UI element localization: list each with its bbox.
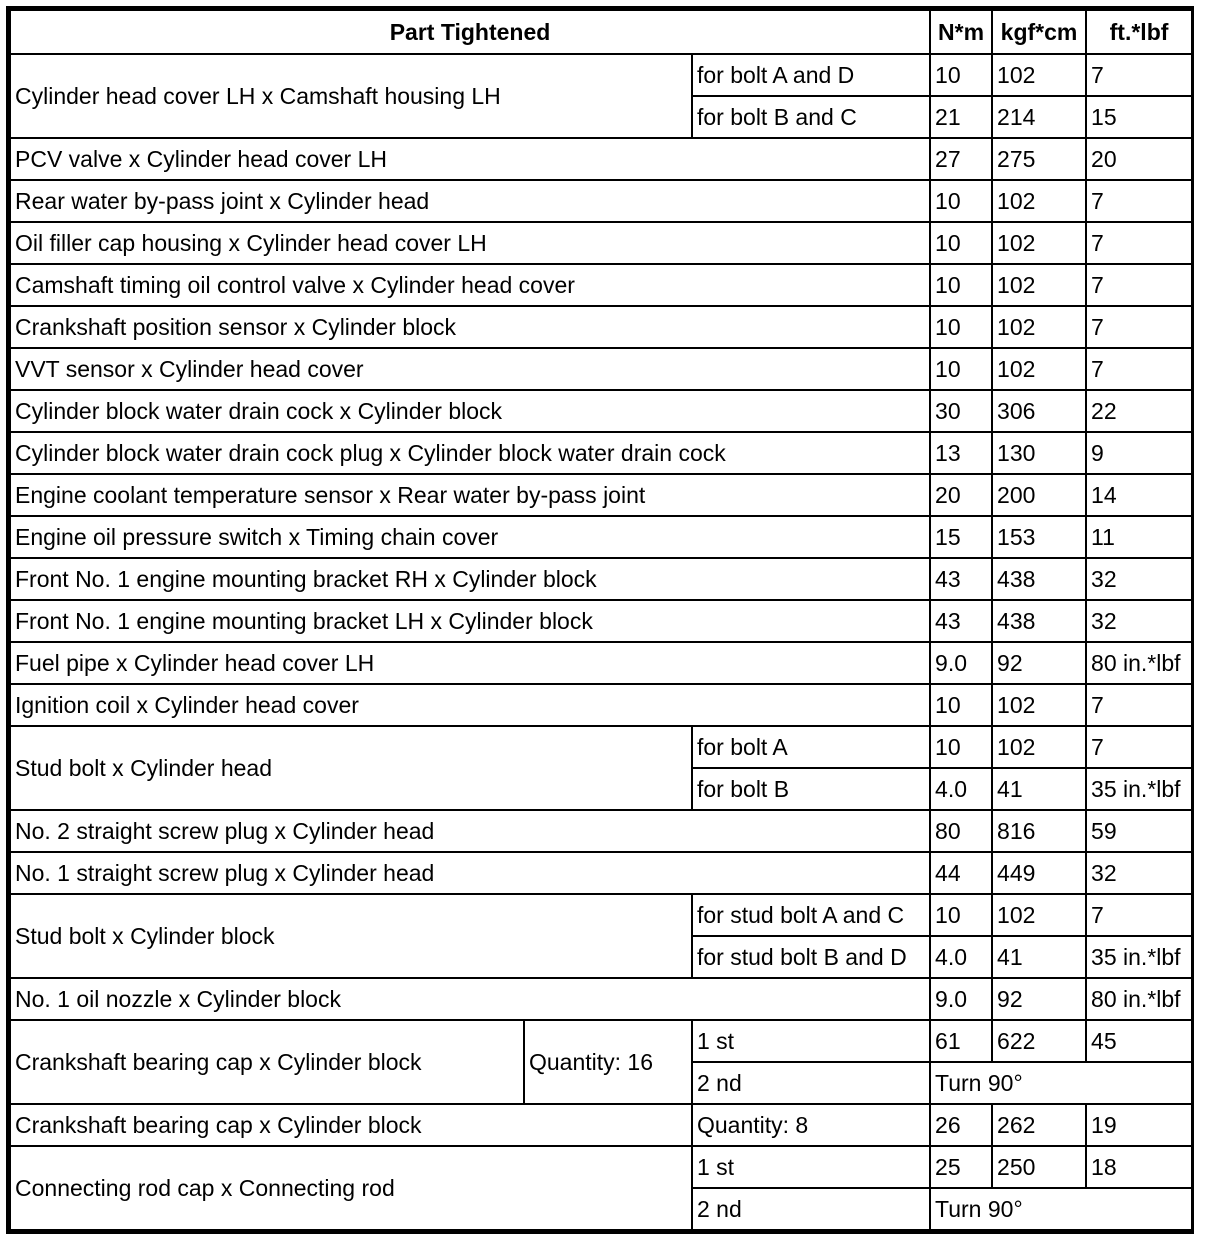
table-row xyxy=(10,54,1192,96)
ft-cell: 7 xyxy=(1086,726,1192,768)
nm-cell: 9.0 xyxy=(930,978,992,1020)
part-cell: No. 1 straight screw plug x Cylinder head xyxy=(10,852,930,894)
kgf-cell: 41 xyxy=(992,936,1086,978)
part-cell: Front No. 1 engine mounting bracket RH x Cylinder block xyxy=(10,558,930,600)
nm-cell: 10 xyxy=(930,894,992,936)
nm-cell: 20 xyxy=(930,474,992,516)
nm-cell: 10 xyxy=(930,264,992,306)
ft-cell: 59 xyxy=(1086,810,1192,852)
kgf-cell: 306 xyxy=(992,390,1086,432)
ft-cell: 7 xyxy=(1086,348,1192,390)
ft-cell: 7 xyxy=(1086,684,1192,726)
part-cell: Crankshaft bearing cap x Cylinder block xyxy=(10,1020,524,1104)
quantity-cell: Quantity: 16 xyxy=(524,1020,692,1104)
nm-cell: 80 xyxy=(930,810,992,852)
sub-cell: 2 nd xyxy=(692,1188,930,1230)
table-row xyxy=(10,474,1192,516)
kgf-cell: 41 xyxy=(992,768,1086,810)
nm-cell: 25 xyxy=(930,1146,992,1188)
sub-cell: for stud bolt A and C xyxy=(692,894,930,936)
sub-cell: for bolt B and C xyxy=(692,96,930,138)
nm-cell: 26 xyxy=(930,1104,992,1146)
table-row xyxy=(10,222,1192,264)
sub-cell: 2 nd xyxy=(692,1062,930,1104)
ft-cell: 20 xyxy=(1086,138,1192,180)
nm-cell: 13 xyxy=(930,432,992,474)
ft-cell: 7 xyxy=(1086,222,1192,264)
kgf-cell: 438 xyxy=(992,600,1086,642)
kgf-cell: 102 xyxy=(992,222,1086,264)
ft-cell: 80 in.*lbf xyxy=(1086,642,1192,684)
part-cell: Cylinder block water drain cock plug x Cylinder block water drain cock xyxy=(10,432,930,474)
kgf-cell: 214 xyxy=(992,96,1086,138)
part-cell: Camshaft timing oil control valve x Cylinder head cover xyxy=(10,264,930,306)
nm-cell: 10 xyxy=(930,348,992,390)
kgf-cell: 262 xyxy=(992,1104,1086,1146)
nm-cell: 10 xyxy=(930,684,992,726)
kgf-cell: 816 xyxy=(992,810,1086,852)
part-cell: Cylinder head cover LH x Camshaft housing LH xyxy=(10,54,692,138)
nm-cell: 30 xyxy=(930,390,992,432)
table-row xyxy=(10,264,1192,306)
part-cell: Engine coolant temperature sensor x Rear water by-pass joint xyxy=(10,474,930,516)
table-row xyxy=(10,138,1192,180)
table-row xyxy=(10,516,1192,558)
kgf-cell: 92 xyxy=(992,642,1086,684)
kgf-cell: 102 xyxy=(992,684,1086,726)
sub-cell: for bolt B xyxy=(692,768,930,810)
kgf-cell: 102 xyxy=(992,180,1086,222)
ft-cell: 32 xyxy=(1086,558,1192,600)
sub-cell: 1 st xyxy=(692,1020,930,1062)
sub-cell: for bolt A and D xyxy=(692,54,930,96)
nm-cell: 44 xyxy=(930,852,992,894)
kgf-cell: 449 xyxy=(992,852,1086,894)
ft-cell: 22 xyxy=(1086,390,1192,432)
ft-cell: 45 xyxy=(1086,1020,1192,1062)
table-row xyxy=(10,810,1192,852)
nm-cell: 10 xyxy=(930,726,992,768)
ft-cell: 19 xyxy=(1086,1104,1192,1146)
nm-cell: 15 xyxy=(930,516,992,558)
part-cell: Connecting rod cap x Connecting rod xyxy=(10,1146,692,1230)
kgf-cell: 200 xyxy=(992,474,1086,516)
kgf-cell: 153 xyxy=(992,516,1086,558)
ft-cell: 35 in.*lbf xyxy=(1086,936,1192,978)
turn-cell: Turn 90° xyxy=(930,1188,1192,1230)
part-cell: Ignition coil x Cylinder head cover xyxy=(10,684,930,726)
part-cell: Oil filler cap housing x Cylinder head cover LH xyxy=(10,222,930,264)
table-row xyxy=(10,642,1192,684)
header-nm: N*m xyxy=(930,10,992,54)
nm-cell: 10 xyxy=(930,54,992,96)
table-row xyxy=(10,558,1192,600)
part-cell: Rear water by-pass joint x Cylinder head xyxy=(10,180,930,222)
kgf-cell: 130 xyxy=(992,432,1086,474)
table-row xyxy=(10,894,1192,936)
ft-cell: 7 xyxy=(1086,54,1192,96)
ft-cell: 32 xyxy=(1086,852,1192,894)
kgf-cell: 102 xyxy=(992,264,1086,306)
nm-cell: 9.0 xyxy=(930,642,992,684)
kgf-cell: 102 xyxy=(992,54,1086,96)
nm-cell: 21 xyxy=(930,96,992,138)
part-cell: Stud bolt x Cylinder block xyxy=(10,894,692,978)
sub-cell: 1 st xyxy=(692,1146,930,1188)
sub-cell: for stud bolt B and D xyxy=(692,936,930,978)
table-row xyxy=(10,432,1192,474)
ft-cell: 14 xyxy=(1086,474,1192,516)
ft-cell: 15 xyxy=(1086,96,1192,138)
torque-spec-table xyxy=(9,9,1193,1231)
table-row xyxy=(10,684,1192,726)
part-cell: No. 2 straight screw plug x Cylinder head xyxy=(10,810,930,852)
ft-cell: 7 xyxy=(1086,894,1192,936)
kgf-cell: 275 xyxy=(992,138,1086,180)
ft-cell: 18 xyxy=(1086,1146,1192,1188)
table-row xyxy=(10,1020,1192,1062)
table-header-row xyxy=(10,10,1192,54)
kgf-cell: 92 xyxy=(992,978,1086,1020)
part-cell: Crankshaft bearing cap x Cylinder block xyxy=(10,1104,692,1146)
nm-cell: 61 xyxy=(930,1020,992,1062)
ft-cell: 35 in.*lbf xyxy=(1086,768,1192,810)
torque-spec-document xyxy=(6,6,1194,1234)
nm-cell: 10 xyxy=(930,306,992,348)
ft-cell: 80 in.*lbf xyxy=(1086,978,1192,1020)
part-cell: VVT sensor x Cylinder head cover xyxy=(10,348,930,390)
ft-cell: 7 xyxy=(1086,306,1192,348)
table-row xyxy=(10,180,1192,222)
table-row xyxy=(10,390,1192,432)
part-cell: PCV valve x Cylinder head cover LH xyxy=(10,138,930,180)
nm-cell: 43 xyxy=(930,600,992,642)
ft-cell: 11 xyxy=(1086,516,1192,558)
ft-cell: 7 xyxy=(1086,180,1192,222)
header-kgfcm: kgf*cm xyxy=(992,10,1086,54)
sub-cell: Quantity: 8 xyxy=(692,1104,930,1146)
table-row xyxy=(10,600,1192,642)
nm-cell: 43 xyxy=(930,558,992,600)
kgf-cell: 102 xyxy=(992,726,1086,768)
turn-cell: Turn 90° xyxy=(930,1062,1192,1104)
header-ftlbf: ft.*lbf xyxy=(1086,10,1192,54)
part-cell: Stud bolt x Cylinder head xyxy=(10,726,692,810)
table-row xyxy=(10,348,1192,390)
table-row xyxy=(10,1146,1192,1188)
nm-cell: 4.0 xyxy=(930,936,992,978)
part-cell: Front No. 1 engine mounting bracket LH x Cylinder block xyxy=(10,600,930,642)
nm-cell: 4.0 xyxy=(930,768,992,810)
table-row xyxy=(10,726,1192,768)
nm-cell: 27 xyxy=(930,138,992,180)
kgf-cell: 102 xyxy=(992,894,1086,936)
table-row xyxy=(10,306,1192,348)
part-cell: Fuel pipe x Cylinder head cover LH xyxy=(10,642,930,684)
ft-cell: 7 xyxy=(1086,264,1192,306)
part-cell: No. 1 oil nozzle x Cylinder block xyxy=(10,978,930,1020)
table-row xyxy=(10,852,1192,894)
part-cell: Crankshaft position sensor x Cylinder block xyxy=(10,306,930,348)
sub-cell: for bolt A xyxy=(692,726,930,768)
ft-cell: 32 xyxy=(1086,600,1192,642)
header-part-tightened: Part Tightened xyxy=(10,10,930,54)
ft-cell: 9 xyxy=(1086,432,1192,474)
kgf-cell: 622 xyxy=(992,1020,1086,1062)
part-cell: Engine oil pressure switch x Timing chain cover xyxy=(10,516,930,558)
kgf-cell: 102 xyxy=(992,306,1086,348)
kgf-cell: 438 xyxy=(992,558,1086,600)
part-cell: Cylinder block water drain cock x Cylinder block xyxy=(10,390,930,432)
table-row xyxy=(10,1104,1192,1146)
kgf-cell: 250 xyxy=(992,1146,1086,1188)
kgf-cell: 102 xyxy=(992,348,1086,390)
nm-cell: 10 xyxy=(930,222,992,264)
table-row xyxy=(10,978,1192,1020)
nm-cell: 10 xyxy=(930,180,992,222)
